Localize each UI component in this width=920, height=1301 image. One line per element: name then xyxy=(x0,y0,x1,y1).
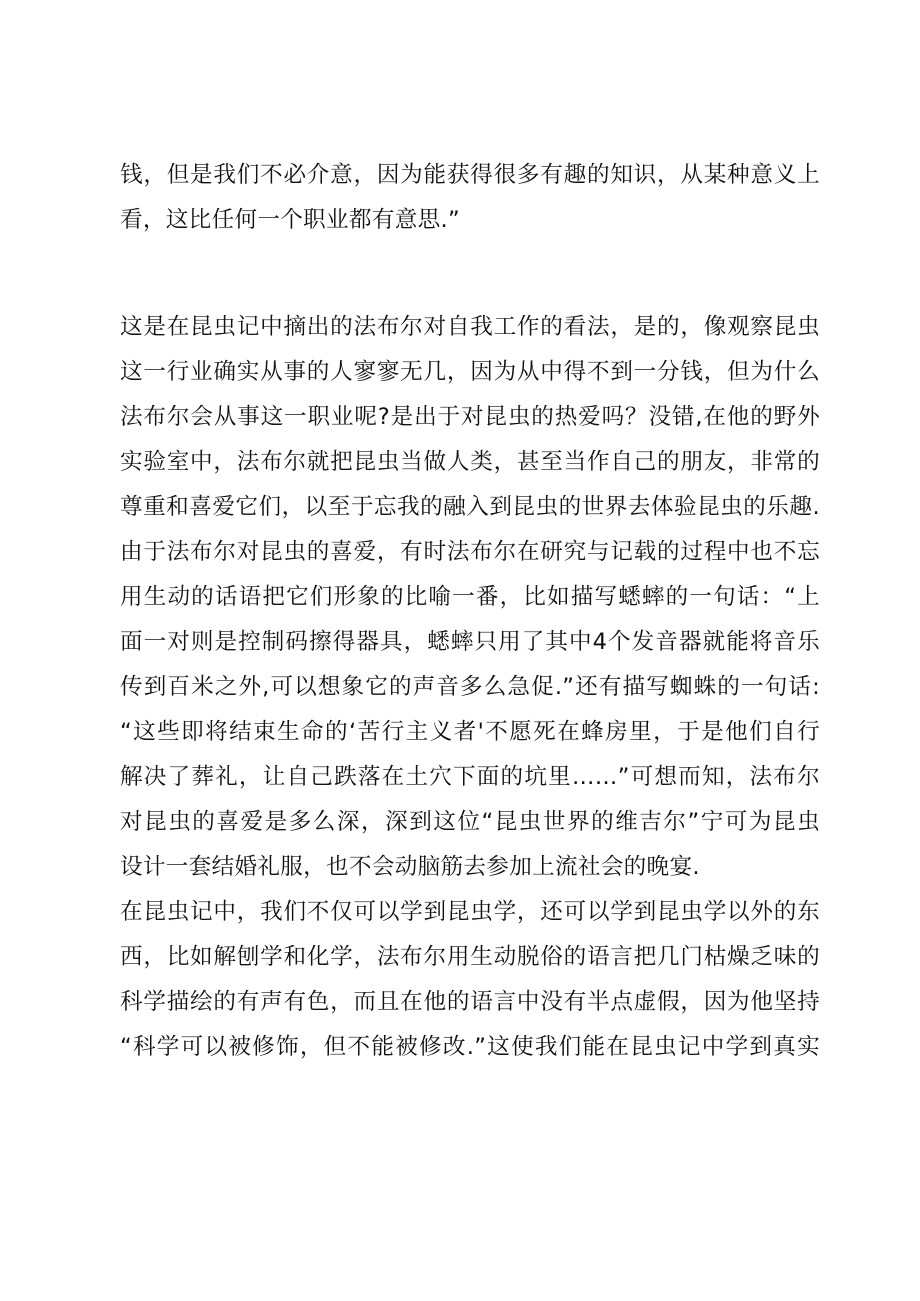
text-line: 设计一套结婚礼服，也不会动脑筋去参加上流社会的晚宴. xyxy=(120,854,700,880)
text-line: 看，这比任何一个职业都有意思.” xyxy=(120,207,460,233)
text-line: 科学描绘的有声有色，而且在他的语言中没有半点虚假，因为他坚持 xyxy=(120,989,820,1015)
text-line: 面一对则是控制码擦得器具，蟋蟀只用了其中4个发音器就能将音乐 xyxy=(120,629,820,655)
text-line: “科学可以被修饰，但不能被修改.”这使我们能在昆虫记中学到真实 xyxy=(120,1034,820,1060)
text-line: 解决了葬礼，让自己跌落在土穴下面的坑里……”可想而知，法布尔 xyxy=(120,764,820,790)
text-line: 由于法布尔对昆虫的喜爱，有时法布尔在研究与记载的过程中也不忘 xyxy=(120,539,820,565)
text-line: 这一行业确实从事的人寥寥无几，因为从中得不到一分钱，但为什么 xyxy=(120,359,820,385)
text-line: 尊重和喜爱它们，以至于忘我的融入到昆虫的世界去体验昆虫的乐趣. xyxy=(120,494,820,520)
text-line: 传到百米之外,可以想象它的声音多么急促.”还有描写蜘蛛的一句话: xyxy=(120,674,820,700)
text-line: “这些即将结束生命的‘苦行主义者'不愿死在蜂房里，于是他们自行 xyxy=(120,719,820,745)
text-line: 法布尔会从事这一职业呢?是出于对昆虫的热爱吗？没错,在他的野外 xyxy=(120,404,820,430)
text-line: 用生动的话语把它们形象的比喻一番，比如描写蟋蟀的一句话：“上 xyxy=(120,584,820,610)
text-line: 在昆虫记中，我们不仅可以学到昆虫学，还可以学到昆虫学以外的东 xyxy=(120,899,820,925)
text-line: 这是在昆虫记中摘出的法布尔对自我工作的看法，是的，像观察昆虫 xyxy=(120,314,820,340)
text-line: 西，比如解刨学和化学，法布尔用生动脱俗的语言把几门枯燥乏味的 xyxy=(120,944,820,970)
text-line: 对昆虫的喜爱是多么深，深到这位“昆虫世界的维吉尔”宁可为昆虫 xyxy=(120,809,820,835)
text-line: 钱，但是我们不必介意，因为能获得很多有趣的知识，从某种意义上 xyxy=(120,162,820,188)
text-line: 实验室中，法布尔就把昆虫当做人类，甚至当作自己的朋友，非常的 xyxy=(120,449,820,475)
